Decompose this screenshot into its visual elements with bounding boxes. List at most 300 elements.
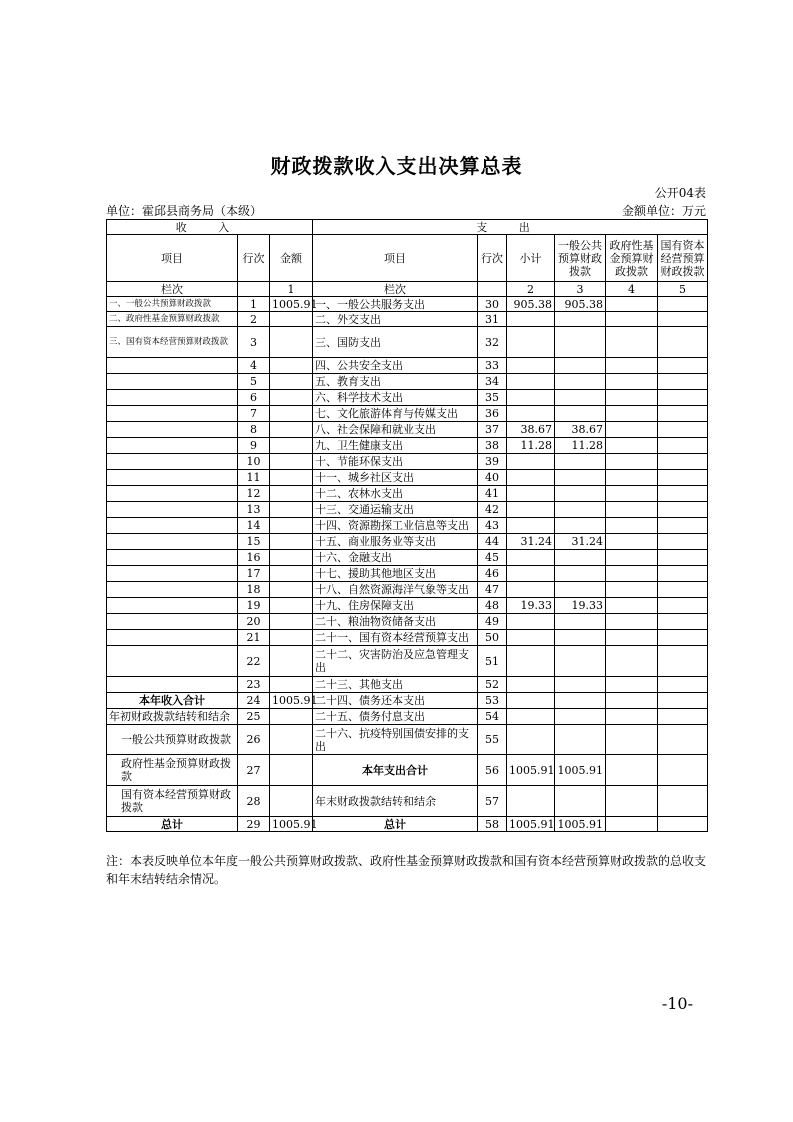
- expense-gov-fund: [606, 327, 658, 358]
- expense-item: 二十六、抗疫特别国债安排的支出: [313, 725, 478, 755]
- income-item: 总计: [107, 817, 238, 832]
- expense-line-no: 50: [478, 630, 507, 646]
- col-index-1: 1: [270, 282, 313, 297]
- expense-general-budget: [555, 614, 606, 630]
- expense-subtotal: [507, 677, 555, 693]
- col-header-line-no2: 行次: [478, 235, 507, 282]
- expense-gov-fund: [606, 502, 658, 518]
- income-item: [107, 486, 238, 502]
- expense-soe-budget: [658, 677, 708, 693]
- expense-soe-budget: [658, 755, 708, 786]
- col-index-label2: 栏次: [313, 282, 478, 297]
- col-index-5: 5: [658, 282, 708, 297]
- income-item: 国有资本经营预算财政拨款: [107, 786, 238, 817]
- expense-item: 二十五、债务付息支出: [313, 709, 478, 725]
- income-amount: [270, 630, 313, 646]
- expense-line-no: 43: [478, 518, 507, 534]
- expense-item: 十三、交通运输支出: [313, 502, 478, 518]
- income-item: 一、一般公共预算财政拨款: [107, 297, 238, 312]
- expense-line-no: 56: [478, 755, 507, 786]
- income-amount: 1005.91: [270, 817, 313, 832]
- income-line-no: 21: [238, 630, 270, 646]
- income-amount: [270, 502, 313, 518]
- income-item: [107, 534, 238, 550]
- expense-general-budget: [555, 550, 606, 566]
- expense-item: 二十三、其他支出: [313, 677, 478, 693]
- expense-gov-fund: [606, 534, 658, 550]
- table-row: [107, 786, 708, 817]
- income-amount: [270, 454, 313, 470]
- expense-line-no: 52: [478, 677, 507, 693]
- expense-item: 总计: [313, 817, 478, 832]
- expense-general-budget: 905.38: [555, 297, 606, 312]
- income-line-no: 14: [238, 518, 270, 534]
- expense-item: 六、科学技术支出: [313, 390, 478, 406]
- expense-gov-fund: [606, 755, 658, 786]
- income-line-no: 15: [238, 534, 270, 550]
- expense-line-no: 44: [478, 534, 507, 550]
- expense-item: 十五、商业服务业等支出: [313, 534, 478, 550]
- page-number: -10-: [661, 994, 693, 1013]
- expense-line-no: 55: [478, 725, 507, 755]
- income-line-no: 5: [238, 374, 270, 390]
- income-amount: [270, 566, 313, 582]
- expense-item: 年末财政拨款结转和结余: [313, 786, 478, 817]
- expense-item: 十二、农林水支出: [313, 486, 478, 502]
- table-row: [107, 614, 708, 630]
- expense-item: 九、卫生健康支出: [313, 438, 478, 454]
- expense-gov-fund: [606, 598, 658, 614]
- expense-line-no: 39: [478, 454, 507, 470]
- expense-subtotal: [507, 646, 555, 677]
- expense-general-budget: [555, 518, 606, 534]
- expense-soe-budget: [658, 470, 708, 486]
- income-item: [107, 438, 238, 454]
- col-header-soe: 国有资本经营预算财政拨款: [658, 235, 708, 282]
- column-index-row: [107, 282, 708, 297]
- expense-soe-budget: [658, 566, 708, 582]
- expense-general-budget: [555, 582, 606, 598]
- expense-general-budget: [555, 358, 606, 374]
- income-item: [107, 550, 238, 566]
- expense-gov-fund: [606, 566, 658, 582]
- col-header-amount: 金额: [270, 235, 313, 282]
- income-amount: [270, 422, 313, 438]
- income-line-no: 8: [238, 422, 270, 438]
- page-title: 财政拨款收入支出决算总表: [270, 154, 523, 178]
- expense-gov-fund: [606, 454, 658, 470]
- col-header-item: 项目: [107, 235, 238, 282]
- income-item: [107, 614, 238, 630]
- table-row: [107, 406, 708, 422]
- income-amount: 1005.91: [270, 297, 313, 312]
- expense-general-budget: [555, 646, 606, 677]
- col-index-2: 2: [507, 282, 555, 297]
- expense-soe-budget: [658, 374, 708, 390]
- expense-soe-budget: [658, 646, 708, 677]
- income-amount: [270, 406, 313, 422]
- expense-subtotal: [507, 470, 555, 486]
- expense-soe-budget: [658, 486, 708, 502]
- expense-general-budget: 31.24: [555, 534, 606, 550]
- expense-item: 七、文化旅游体育与传媒支出: [313, 406, 478, 422]
- income-amount: [270, 374, 313, 390]
- expense-gov-fund: [606, 470, 658, 486]
- income-line-no: 3: [238, 327, 270, 358]
- expense-gov-fund: [606, 358, 658, 374]
- expense-soe-budget: [658, 327, 708, 358]
- table-row: [107, 312, 708, 327]
- income-line-no: 6: [238, 390, 270, 406]
- expense-general-budget: [555, 786, 606, 817]
- expense-item: 二十二、灾害防治及应急管理支出: [313, 646, 478, 677]
- expense-item: 十一、城乡社区支出: [313, 470, 478, 486]
- expense-subtotal: 19.33: [507, 598, 555, 614]
- income-amount: [270, 390, 313, 406]
- expense-soe-budget: [658, 786, 708, 817]
- income-line-no: 13: [238, 502, 270, 518]
- expense-soe-budget: [658, 390, 708, 406]
- col-index-blank: [238, 282, 270, 297]
- table-row: [107, 550, 708, 566]
- expense-subtotal: [507, 454, 555, 470]
- expense-line-no: 34: [478, 374, 507, 390]
- income-item: [107, 454, 238, 470]
- expense-line-no: 58: [478, 817, 507, 832]
- income-line-no: 25: [238, 709, 270, 725]
- expense-gov-fund: [606, 677, 658, 693]
- income-amount: [270, 786, 313, 817]
- income-amount: [270, 312, 313, 327]
- col-index-blank2: [478, 282, 507, 297]
- expense-gov-fund: [606, 693, 658, 709]
- income-line-no: 28: [238, 786, 270, 817]
- expense-item: 十、节能环保支出: [313, 454, 478, 470]
- income-item: [107, 390, 238, 406]
- income-line-no: 1: [238, 297, 270, 312]
- expense-gov-fund: [606, 817, 658, 832]
- expense-general-budget: [555, 502, 606, 518]
- income-amount: [270, 725, 313, 755]
- expense-gov-fund: [606, 438, 658, 454]
- expense-subtotal: [507, 502, 555, 518]
- col-header-item2: 项目: [313, 235, 478, 282]
- expense-general-budget: [555, 374, 606, 390]
- expense-soe-budget: [658, 630, 708, 646]
- expense-soe-budget: [658, 518, 708, 534]
- expense-general-budget: [555, 709, 606, 725]
- table-row: [107, 566, 708, 582]
- income-line-no: 2: [238, 312, 270, 327]
- income-line-no: 22: [238, 646, 270, 677]
- income-item: 年初财政拨款结转和结余: [107, 709, 238, 725]
- income-line-no: 20: [238, 614, 270, 630]
- col-header-fund: 政府性基金预算财政拨款: [606, 235, 658, 282]
- expense-subtotal: 31.24: [507, 534, 555, 550]
- income-line-no: 7: [238, 406, 270, 422]
- expense-general-budget: [555, 566, 606, 582]
- expense-soe-budget: [658, 297, 708, 312]
- expense-subtotal: [507, 374, 555, 390]
- footnote: 注：本表反映单位本年度一般公共预算财政拨款、政府性基金预算财政拨款和国有资本经营预算财政拨款的总收支和年末结转结余情况。: [106, 854, 707, 886]
- expense-gov-fund: [606, 709, 658, 725]
- expense-line-no: 45: [478, 550, 507, 566]
- expense-soe-budget: [658, 358, 708, 374]
- table-row: [107, 390, 708, 406]
- expense-general-budget: 1005.91: [555, 755, 606, 786]
- income-amount: [270, 646, 313, 677]
- expense-line-no: 57: [478, 786, 507, 817]
- income-amount: [270, 327, 313, 358]
- expense-general-budget: [555, 725, 606, 755]
- expense-item: 二十一、国有资本经营预算支出: [313, 630, 478, 646]
- expense-line-no: 33: [478, 358, 507, 374]
- income-line-no: 18: [238, 582, 270, 598]
- expense-subtotal: [507, 566, 555, 582]
- expense-line-no: 47: [478, 582, 507, 598]
- expense-subtotal: 905.38: [507, 297, 555, 312]
- table-row: [107, 297, 708, 312]
- expense-subtotal: 1005.91: [507, 755, 555, 786]
- expense-line-no: 54: [478, 709, 507, 725]
- expense-soe-budget: [658, 725, 708, 755]
- table-row: [107, 534, 708, 550]
- expense-section-header: 支 出: [313, 220, 708, 235]
- expense-general-budget: [555, 327, 606, 358]
- expense-item: 五、教育支出: [313, 374, 478, 390]
- table-row: [107, 582, 708, 598]
- table-row: [107, 470, 708, 486]
- expense-item: 十六、金融支出: [313, 550, 478, 566]
- income-item: [107, 677, 238, 693]
- expense-subtotal: 1005.91: [507, 817, 555, 832]
- income-item: 二、政府性基金预算财政拨款: [107, 312, 238, 327]
- expense-subtotal: [507, 327, 555, 358]
- income-item: [107, 598, 238, 614]
- expense-item: 一、一般公共服务支出: [313, 297, 478, 312]
- expense-soe-budget: [658, 582, 708, 598]
- expense-gov-fund: [606, 786, 658, 817]
- expense-subtotal: [507, 550, 555, 566]
- table-row: [107, 709, 708, 725]
- income-line-no: 24: [238, 693, 270, 709]
- expense-line-no: 42: [478, 502, 507, 518]
- income-amount: [270, 614, 313, 630]
- expense-subtotal: [507, 582, 555, 598]
- expense-subtotal: [507, 518, 555, 534]
- table-row: [107, 422, 708, 438]
- expense-gov-fund: [606, 550, 658, 566]
- table-row: [107, 755, 708, 786]
- income-amount: [270, 518, 313, 534]
- expense-gov-fund: [606, 646, 658, 677]
- income-line-no: 23: [238, 677, 270, 693]
- expense-subtotal: [507, 486, 555, 502]
- expense-item: 二、外交支出: [313, 312, 478, 327]
- expense-soe-budget: [658, 817, 708, 832]
- expense-general-budget: 1005.91: [555, 817, 606, 832]
- expense-gov-fund: [606, 297, 658, 312]
- expense-item: 二十、粮油物资储备支出: [313, 614, 478, 630]
- expense-line-no: 41: [478, 486, 507, 502]
- income-item: [107, 646, 238, 677]
- table-row: [107, 677, 708, 693]
- col-index-3: 3: [555, 282, 606, 297]
- col-header-subtotal: 小计: [507, 235, 555, 282]
- income-line-no: 12: [238, 486, 270, 502]
- income-item: 政府性基金预算财政拨款: [107, 755, 238, 786]
- expense-subtotal: [507, 786, 555, 817]
- table-row: [107, 327, 708, 358]
- income-item: [107, 630, 238, 646]
- expense-general-budget: 11.28: [555, 438, 606, 454]
- expense-general-budget: [555, 390, 606, 406]
- income-item: [107, 470, 238, 486]
- expense-line-no: 37: [478, 422, 507, 438]
- expense-soe-budget: [658, 614, 708, 630]
- expense-line-no: 35: [478, 390, 507, 406]
- expense-item: 十八、自然资源海洋气象等支出: [313, 582, 478, 598]
- expense-general-budget: [555, 630, 606, 646]
- expense-soe-budget: [658, 709, 708, 725]
- expense-subtotal: [507, 406, 555, 422]
- expense-gov-fund: [606, 614, 658, 630]
- income-line-no: 9: [238, 438, 270, 454]
- income-amount: [270, 677, 313, 693]
- income-amount: [270, 709, 313, 725]
- expense-general-budget: [555, 677, 606, 693]
- expense-subtotal: [507, 312, 555, 327]
- expense-subtotal: [507, 358, 555, 374]
- expense-gov-fund: [606, 390, 658, 406]
- income-item: 一般公共预算财政拨款: [107, 725, 238, 755]
- income-line-no: 11: [238, 470, 270, 486]
- expense-general-budget: [555, 406, 606, 422]
- money-unit: 金额单位：万元: [621, 204, 706, 218]
- section-header-row: [107, 220, 708, 235]
- expense-gov-fund: [606, 422, 658, 438]
- expense-soe-budget: [658, 406, 708, 422]
- income-amount: [270, 534, 313, 550]
- expense-soe-budget: [658, 312, 708, 327]
- income-item: 本年收入合计: [107, 693, 238, 709]
- expense-soe-budget: [658, 534, 708, 550]
- col-index-label: 栏次: [107, 282, 238, 297]
- form-code: 公开04表: [654, 186, 706, 200]
- col-header-line-no: 行次: [238, 235, 270, 282]
- expense-subtotal: 38.67: [507, 422, 555, 438]
- expense-soe-budget: [658, 550, 708, 566]
- expense-line-no: 30: [478, 297, 507, 312]
- table-row: [107, 502, 708, 518]
- income-item: [107, 582, 238, 598]
- expense-soe-budget: [658, 598, 708, 614]
- expense-gov-fund: [606, 582, 658, 598]
- expense-line-no: 40: [478, 470, 507, 486]
- expense-gov-fund: [606, 486, 658, 502]
- table-row: [107, 693, 708, 709]
- income-item: [107, 374, 238, 390]
- income-item: [107, 566, 238, 582]
- expense-line-no: 53: [478, 693, 507, 709]
- expense-general-budget: [555, 454, 606, 470]
- income-line-no: 4: [238, 358, 270, 374]
- expense-line-no: 32: [478, 327, 507, 358]
- reporting-unit: 单位：霍邱县商务局（本级）: [106, 204, 263, 218]
- expense-soe-budget: [658, 693, 708, 709]
- expense-gov-fund: [606, 312, 658, 327]
- expense-line-no: 48: [478, 598, 507, 614]
- expense-gov-fund: [606, 518, 658, 534]
- table-row: [107, 374, 708, 390]
- column-header-row: [107, 235, 708, 282]
- expense-subtotal: [507, 725, 555, 755]
- table-row: [107, 646, 708, 677]
- expense-item: 本年支出合计: [313, 755, 478, 786]
- expense-item: 二十四、债务还本支出: [313, 693, 478, 709]
- income-amount: [270, 755, 313, 786]
- expense-line-no: 51: [478, 646, 507, 677]
- expense-gov-fund: [606, 406, 658, 422]
- expense-general-budget: [555, 486, 606, 502]
- income-line-no: 17: [238, 566, 270, 582]
- expense-subtotal: [507, 614, 555, 630]
- income-item: [107, 406, 238, 422]
- expense-general-budget: 38.67: [555, 422, 606, 438]
- expense-item: 四、公共安全支出: [313, 358, 478, 374]
- table-row: [107, 598, 708, 614]
- expense-general-budget: [555, 470, 606, 486]
- expense-soe-budget: [658, 438, 708, 454]
- expense-line-no: 36: [478, 406, 507, 422]
- expense-gov-fund: [606, 725, 658, 755]
- income-line-no: 10: [238, 454, 270, 470]
- expense-general-budget: 19.33: [555, 598, 606, 614]
- expense-general-budget: [555, 312, 606, 327]
- income-amount: 1005.91: [270, 693, 313, 709]
- expense-subtotal: [507, 390, 555, 406]
- table-row: [107, 817, 708, 832]
- expense-line-no: 46: [478, 566, 507, 582]
- expense-general-budget: [555, 693, 606, 709]
- table-row: [107, 725, 708, 755]
- income-item: [107, 358, 238, 374]
- expense-line-no: 38: [478, 438, 507, 454]
- expense-subtotal: [507, 630, 555, 646]
- income-section-header: 收 入: [107, 220, 313, 235]
- table-row: [107, 630, 708, 646]
- income-amount: [270, 598, 313, 614]
- expense-gov-fund: [606, 374, 658, 390]
- expense-subtotal: 11.28: [507, 438, 555, 454]
- expense-item: 十九、住房保障支出: [313, 598, 478, 614]
- income-amount: [270, 470, 313, 486]
- expense-soe-budget: [658, 502, 708, 518]
- income-item: [107, 518, 238, 534]
- income-amount: [270, 582, 313, 598]
- income-amount: [270, 358, 313, 374]
- income-line-no: 16: [238, 550, 270, 566]
- col-header-general: 一般公共预算财政拨款: [555, 235, 606, 282]
- income-item: [107, 502, 238, 518]
- expense-soe-budget: [658, 454, 708, 470]
- income-amount: [270, 486, 313, 502]
- expense-line-no: 49: [478, 614, 507, 630]
- income-line-no: 26: [238, 725, 270, 755]
- expense-soe-budget: [658, 422, 708, 438]
- income-item: 三、国有资本经营预算财政拨款: [107, 327, 238, 358]
- table-row: [107, 486, 708, 502]
